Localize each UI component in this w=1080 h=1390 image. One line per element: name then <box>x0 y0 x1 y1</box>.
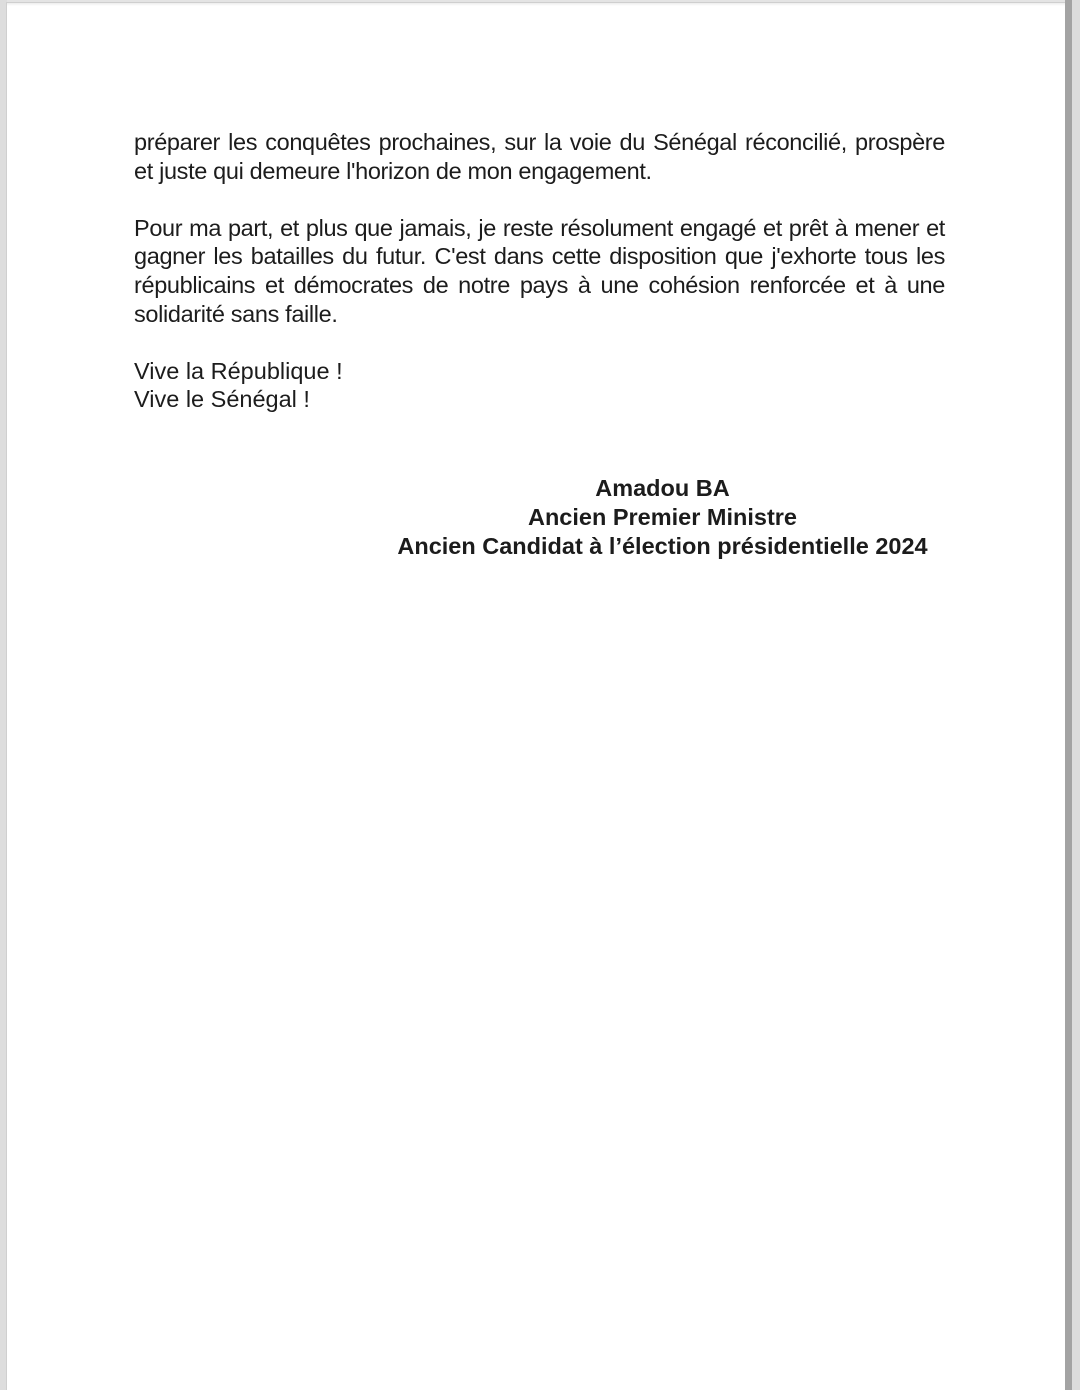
viewer-right-border <box>1065 0 1072 1390</box>
letter-body <box>134 128 945 414</box>
viewer-left-border <box>0 0 7 1390</box>
closing-line-1: Vive la République ! <box>134 357 343 384</box>
paragraph-1: préparer les conquêtes prochaines, sur la voie du Sénégal réconcilié, prospère et juste qui demeure l'horizon de mon engagement. <box>134 129 945 184</box>
paragraph-2: Pour ma part, et plus que jamais, je reste résolument engagé et prêt à mener et gagner les batailles du futur. C'est dans cette disposition que j'exhorte tous les républicains et démocrates de notre pays à une cohésion renforcée et à une solidarité sans faille. <box>134 214 945 327</box>
signature-block <box>370 474 955 561</box>
viewer-right-margin <box>1072 0 1080 1390</box>
signatory-title-1: Ancien Premier Ministre <box>527 504 798 530</box>
signatory-name: Amadou BA <box>595 475 730 501</box>
closing-salutation <box>134 357 945 414</box>
closing-line-2: Vive le Sénégal ! <box>134 386 310 413</box>
signatory-title-2: Ancien Candidat à l’élection présidentielle 2024 <box>397 533 928 559</box>
